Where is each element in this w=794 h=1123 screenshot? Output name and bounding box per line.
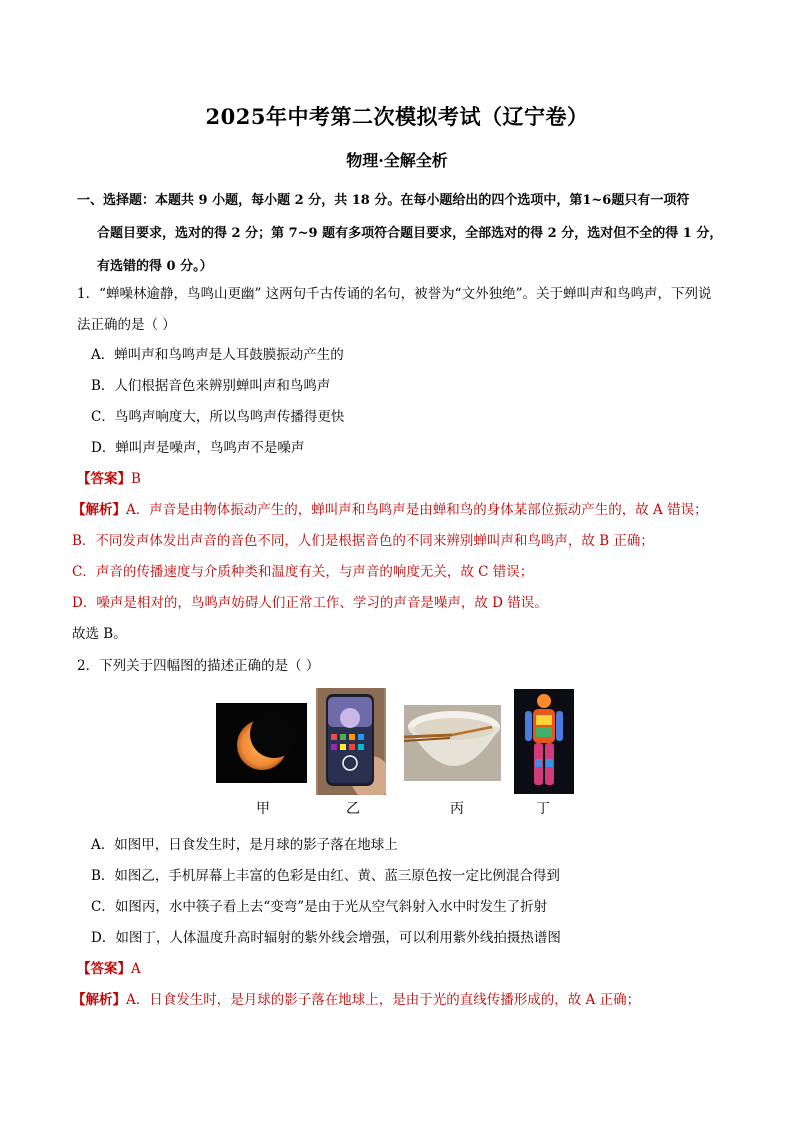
figure-ding-thermal-image — [514, 689, 574, 794]
q1-option-a: A．蝉叫声和鸟鸣声是人耳鼓膜振动产生的 — [91, 347, 344, 363]
caption-jia: 甲 — [256, 801, 270, 817]
q2-analysis-line-1 — [72, 988, 640, 1008]
caption-ding: 丁 — [536, 801, 550, 817]
q1-analysis-tag: 【解析】 — [72, 502, 126, 518]
section-line-1: 一、选择题：本题共 9 小题，每小题 2 分，共 18 分。在每小题给出的四个选项中，第1~6题只有一项符 — [77, 193, 690, 208]
q1-analysis-line-1 — [72, 498, 708, 518]
figure-bing-chopstick-bowl — [404, 705, 501, 781]
q1-analysis-b: B．不同发声体发出声音的音色不同，人们是根据音色的不同来辨别蝉叫声和鸟鸣声，故 B 正确； — [72, 533, 654, 549]
page-title: 2025年中考第二次模拟考试（辽宁卷） — [205, 104, 589, 129]
q1-answer-tag: 【答案】 — [77, 471, 131, 487]
solar-eclipse-image — [216, 703, 307, 783]
caption-bing: 丙 — [450, 801, 464, 817]
q1-analysis-a: A．声音是由物体振动产生的，蝉叫声和鸟鸣声是由蝉和鸟的身体某部位振动产生的，故 A 错误； — [126, 502, 708, 518]
q1-answer-value: B — [131, 471, 141, 487]
q2-answer-tag: 【答案】 — [77, 961, 131, 977]
q2-stem: 2．下列关于四幅图的描述正确的是（ ） — [77, 658, 320, 674]
q2-answer — [77, 957, 141, 977]
section-instructions — [77, 184, 727, 283]
q2-option-d: D．如图丁，人体温度升高时辐射的紫外线会增强，可以利用紫外线拍摄热谱图 — [91, 930, 561, 946]
q1-option-c: C．鸟鸣声响度大，所以鸟鸣声传播得更快 — [91, 409, 345, 425]
q1-answer — [77, 467, 141, 487]
q1-option-d: D．蝉叫声是噪声，鸟鸣声不是噪声 — [91, 440, 305, 456]
section-line-3: 有选错的得 0 分。） — [97, 259, 213, 274]
q2-option-c: C．如图丙，水中筷子看上去“变弯”是由于光从空气斜射入水中时发生了折射 — [91, 899, 548, 915]
q2-analysis-tag: 【解析】 — [72, 992, 126, 1008]
page-subtitle: 物理·全解全析 — [346, 151, 448, 170]
q2-option-b: B．如图乙，手机屏幕上丰富的色彩是由红、黄、蓝三原色按一定比例混合得到 — [91, 868, 560, 884]
q1-option-b: B．人们根据音色来辨别蝉叫声和鸟鸣声 — [91, 378, 331, 394]
caption-yi: 乙 — [346, 801, 360, 817]
q2-answer-value: A — [131, 961, 141, 977]
q1-analysis-d: D．噪声是相对的，鸟鸣声妨碍人们正常工作、学习的声音是噪声，故 D 错误。 — [72, 595, 548, 611]
q1-stem-line-1: 1．“蝉噪林逾静，鸟鸣山更幽” 这两句千古传诵的名句，被誉为“文外独绝”。关于蝉叫声和鸟鸣声，下列说 — [77, 286, 712, 302]
figure-yi-phone — [316, 688, 386, 795]
section-line-2: 合题目要求，选对的得 2 分；第 7~9 题有多项符合题目要求，全部选对的得 2 分，选对但不全的得 1 分， — [97, 226, 723, 241]
q1-analysis-c: C．声音的传播速度与介质种类和温度有关，与声音的响度无关，故 C 错误； — [72, 564, 534, 580]
bowl-chopstick-image — [404, 705, 501, 781]
q1-stem-line-2: 法正确的是（ ） — [77, 317, 176, 333]
q2-option-a: A．如图甲，日食发生时，是月球的影子落在地球上 — [91, 837, 398, 853]
q2-analysis-a: A．日食发生时，是月球的影子落在地球上，是由于光的直线传播形成的，故 A 正确； — [126, 992, 641, 1008]
figure-jia-solar-eclipse — [216, 703, 307, 783]
phone-image — [316, 688, 386, 795]
q1-conclusion: 故选 B。 — [72, 626, 127, 642]
thermal-body-image — [514, 689, 574, 794]
